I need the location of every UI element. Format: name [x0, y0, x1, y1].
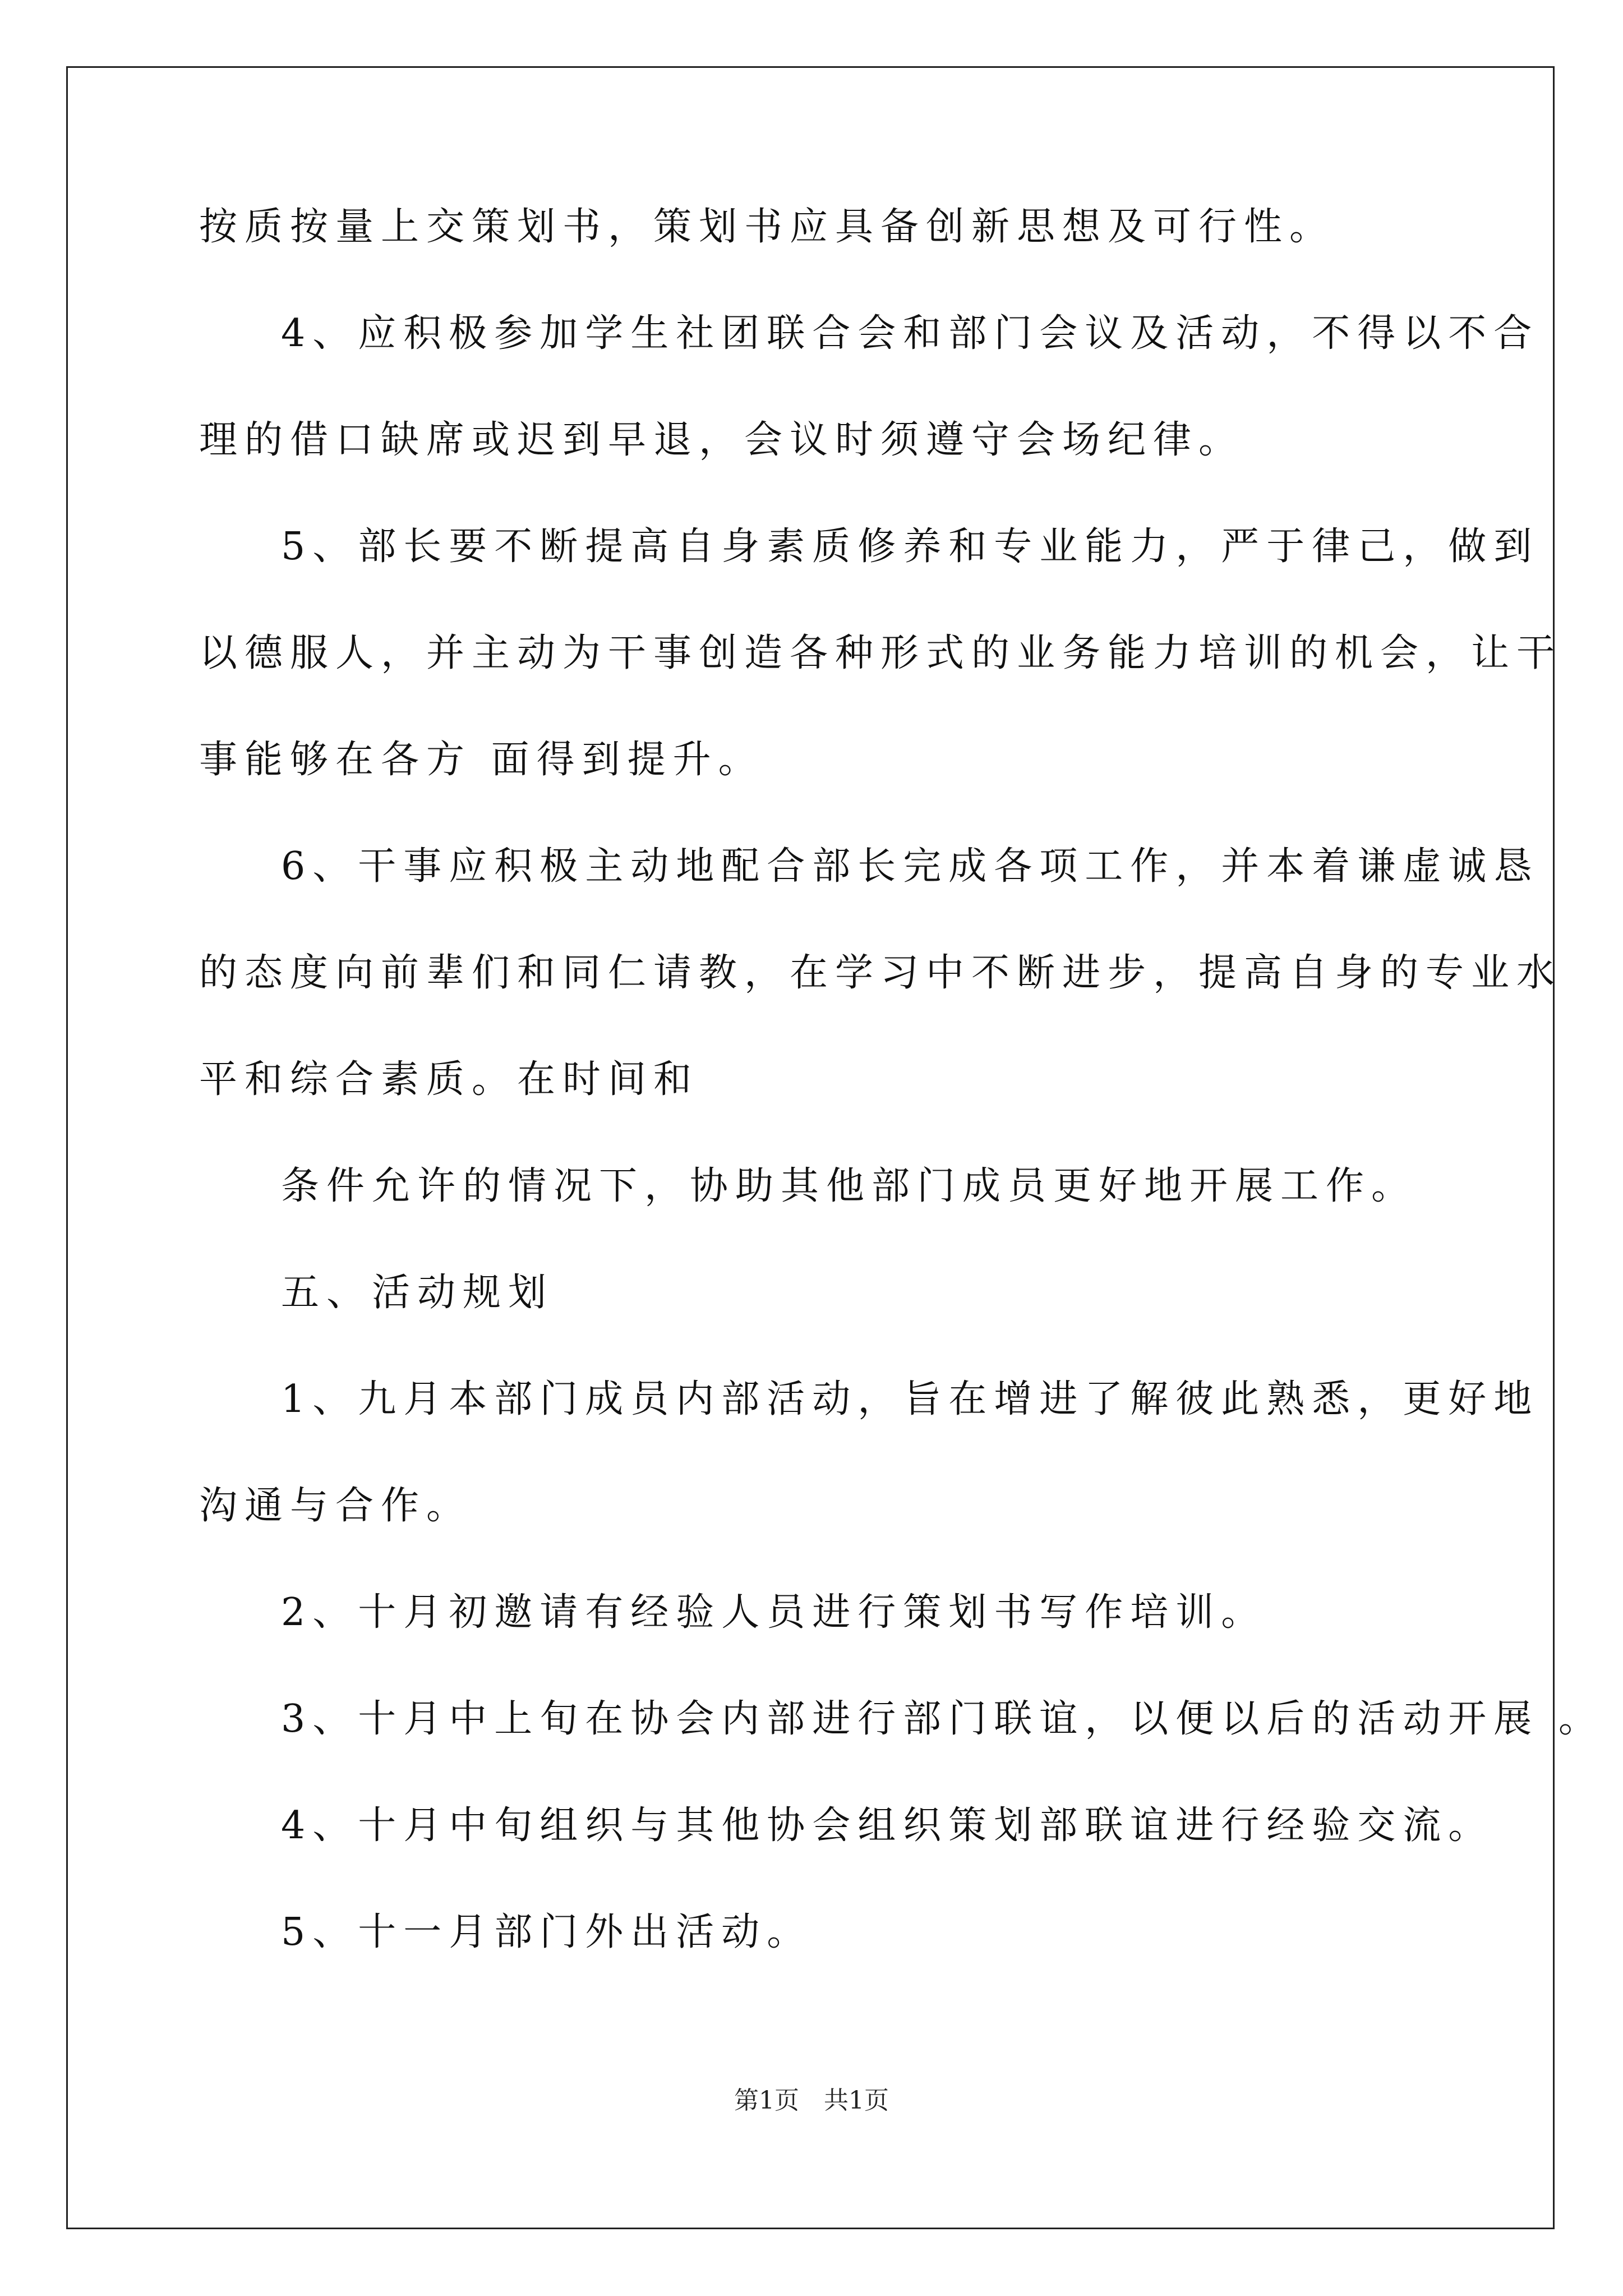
body-line: 5、十一月部门外出活动。	[281, 1910, 813, 1954]
page-number-footer: 第1页 共1页	[734, 2086, 889, 2115]
page-border	[66, 66, 1555, 2229]
body-line: 沟通与合作。	[199, 1484, 472, 1528]
body-line: 5、部长要不断提高自身素质修养和专业能力，严于律己，做到	[281, 524, 1539, 569]
body-line: 理的借口缺席或迟到早退，会议时须遵守会场纪律。	[199, 418, 1244, 462]
body-line: 1、九月本部门成员内部活动，旨在增进了解彼此熟悉，更好地	[281, 1377, 1539, 1421]
body-line: 4、十月中旬组织与其他协会组织策划部联谊进行经验交流。	[281, 1803, 1494, 1848]
body-line: 条件允许的情况下，协助其他部门成员更好地开展工作。	[281, 1164, 1417, 1208]
body-line: 6、干事应积极主动地配合部长完成各项工作，并本着谦虚诚恳	[281, 844, 1539, 889]
body-line: 的态度向前辈们和同仁请教，在学习中不断进步，提高自身的专业水	[199, 951, 1562, 995]
body-line: 事能够在各方 面得到提升。	[199, 738, 764, 782]
body-line: 以德服人，并主动为干事创造各种形式的业务能力培训的机会，让干	[199, 631, 1562, 675]
body-line: 按质按量上交策划书，策划书应具备创新思想及可行性。	[199, 205, 1335, 249]
body-line: 4、应积极参加学生社团联合会和部门会议及活动，不得以不合	[281, 311, 1539, 356]
body-line: 3、十月中上旬在协会内部进行部门联谊，以便以后的活动开展 。	[281, 1697, 1604, 1741]
section-heading: 五、活动规划	[281, 1271, 554, 1315]
body-line: 平和综合素质。在时间和	[199, 1057, 699, 1102]
body-line: 2、十月初邀请有经验人员进行策划书写作培训。	[281, 1590, 1267, 1635]
